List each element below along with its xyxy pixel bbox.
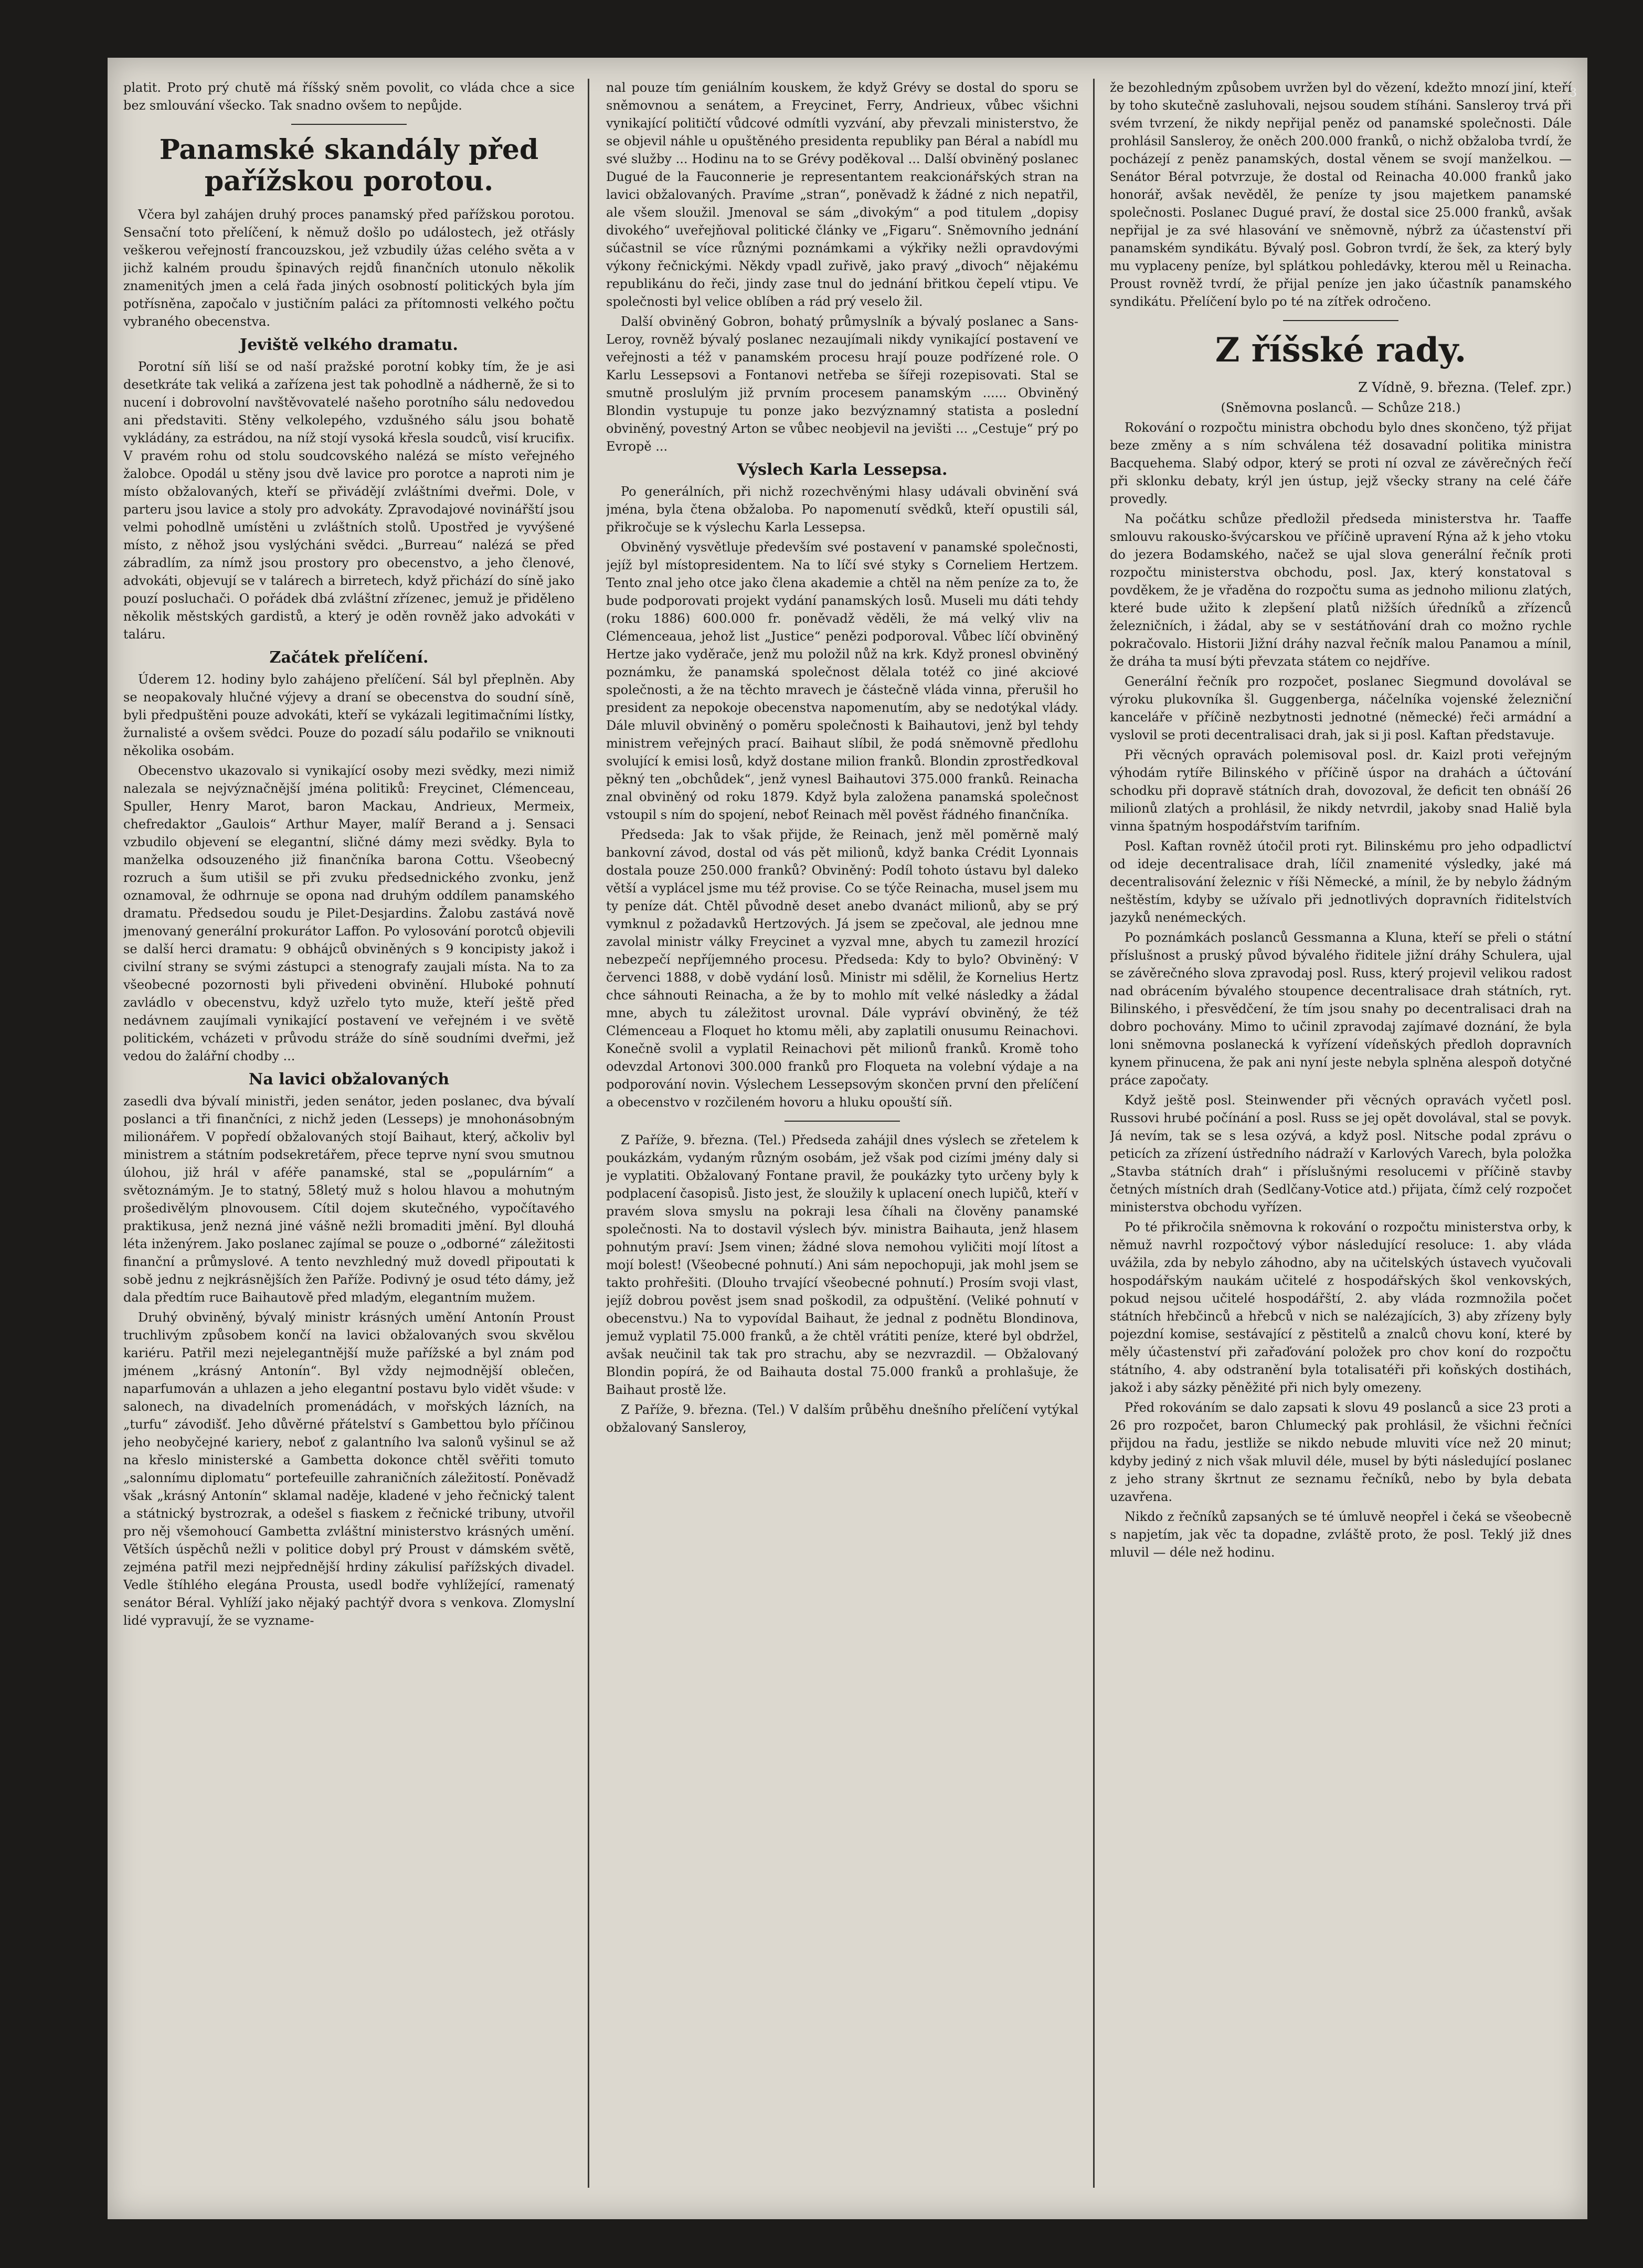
paragraph: Po generálních, při nichž rozechvěnými hlasy udávali obvinění svá jména, byla čtena obžaloba. Po napomenutí svědků, kteří opustili sál, přikročuje se k výslechu Karla Lessepsa. [606,484,1078,535]
paragraph: Další obviněný Gobron, bohatý průmyslník a bývalý poslanec a Sans-Leroy, rovněž bývalý poslanec nezaujímali nikdy vynikající postavení ve veřejnosti a též v panamském procesu hrají pouze podřízené role. O Karlu Lessepsovi a Fontanovi netřeba se šířeji rozepisovati. Stal se smutně proslulým již prvním procesem panamským ...... Obviněný Blondin vystupuje tu ponze jako bezvýznamný statista a poslední obviněný, povestný Arton se vůbec neobjevil na jevišti ... „Cestuje“ prý po Evropě ... [606,314,1078,454]
session-line: (Sněmovna poslanců. — Schůze 218.) [1221,400,1461,415]
paragraph: Porotní síň liší se od naší pražské porotní kobky tím, že je asi desetkráte tak veliká a zařízena jest tak pohodlně a nádherně, že si to nucení i dobrovolní navštěvovatelé našeho porotního sálu nedovedou ani představiti. Stěny velkolepého, vzdušného sálu jsou bohatě vykládány, za estrádou, na níž stojí vysoká křesla soudců, visí krucifix. V pravém rohu od stolu soudcovského nalézá se místo veřejného žalobce. Opodál u stěny jsou dvě lavice pro porotce a naproti nim je místo obžalovaných, kteří se přivádějí zvláštními dveřmi. Dole, v parteru jsou lavice a stoly pro advokáty. Zpravodajové novinářští jsou velmi pohodlně umístěni u zvláštních stolů. Upostřed je vyvýšené místo, z něhož jsou vyslýcháni svědci. „Burreau“ nalézá se před zábradlím, za nímž jsou prostory pro obecenstvo, a jeho členové, advokáti, objevují se v talárech a birretech, když přichází do síně jako pouzí posluchači. O pořádek dbá zvláštní zřízenec, jemuž je přiděleno několik městských gardistů, a který je oděn rovněž jako advokáti v taláru. [123,359,575,642]
col1-top-text: platit. Proto prý chutě má říšský sněm povolit, co vláda chce a sice bez smlouvání všecko. Tak snadno ovšem to nepůjde. [123,80,575,113]
column-2 [606,79,1078,2188]
paragraph: Nikdo z řečníků zapsaných se té úmluvě neopřel i čeká se všeobecně s napjetím, jak věc ta dopadne, zvláště proto, že posl. Teklý již dnes mluvil — déle než hodinu. [1110,1509,1572,1560]
paragraph: Z Paříže, 9. března. (Tel.) V dalším průběhu dnešního přelíčení vytýkal obžalovaný Sansleroy, [606,1402,1078,1435]
short-divider [291,124,407,125]
subheading: Výslech Karla Lessepsa. [737,461,948,479]
column-3 [1110,79,1572,2188]
subheading: Začátek přelíčení. [269,648,429,667]
paragraph: Po té přikročila sněmovna k rokování o rozpočtu ministerstva orby, k němuž navrhl rozpočtový výbor následující resoluce: 1. aby vláda uvážila, zda by nebylo záhodno, aby na učitelských ústavech vyučovali hospodářským naukám učitelé z hospodářských škol venkovských, pokud nejsou učitelé hospodářští, 2. aby vláda rozmnožila počet státních hřebčinců a hřebců v nich se nalézajících, 3) aby zřízeny byly pojezdní komise, sestávající z pěstitelů a znalců chovu koní, které by měly účastenství při zařaďování položek pro chov koní do rozpočtu státního, 4. aby odstranění byla totalisatéři při koňských dostihách, jakož i aby sázky pěněžité při nich byly omezeny. [1110,1220,1572,1395]
paragraph: Obecenstvo ukazovalo si vynikající osoby mezi svědky, mezi nimiž nalezala se nejvýznačnější jména politiků: Freycinet, Clémenceau, Spuller, Henry Marot, baron Mackau, Andrieux, Mermeix, chefredaktor „Gaulois“ Arthur Mayer, malíř Berand a j. Sensaci vzbudilo objevení se elegantní, sličné dámy mezi svědky. Byla to manželka odsouzeného již finančníka barona Cottu. Všeobecný rozruch a šum utišil se při zvuku předsednického zvonku, jenž oznamoval, že odhrnuje se opona nad druhým oddílem panamského dramatu. Předsedou soudu je Pilet-Desjardins. Žalobu zastává nově jmenovaný generální prokurátor Laffon. Po vylosování porotců objevili se další herci dramatu: 9 obhájců obviněných s 9 koncipisty jakož i civilní strany se svými zástupci a stenografy zaujali místa. Na to za všeobecné pozornosti byli přivedeni obvinění. Hluboké pohnutí zavládlo v obecenstvu, když uzřelo tyto muže, kteří ještě před nedávnem zaujímali vynikající postavení ve veřejném i ve světě politickém, vcházeti v průvodu stráže do síně soudními dveřmi, jež vedou do žalářní chodby ... [123,763,575,1063]
paragraph: Předseda: Jak to však přijde, že Reinach, jenž měl poměrně malý bankovní závod, dostal od vás pět milionů, když banka Crédit Lyonnais dostala pouze 250.000 franků? Obviněný: Podíl tohoto ústavu byl daleko větší a vyplácel jsme mu též provise. Co se týče Reinacha, musel jsem mu ty peníze dát. Chtěl původně deset anebo dvanáct milionů, aby se prý vymknul z požadavků Hertzových. Já jsem se zpečoval, ale jednou mne zavolal ministr války Freycinet a vyzval mne, abych tu zamezil hrozící nebezpečí nepříjemného procesu. Předseda: Kdy to bylo? Obviněný: V červenci 1888, v době vydání losů. Ministr mi sdělil, že Kornelius Hertz chce sáhnouti Reinacha, a že by to mohlo mít velké následky a žádal mne, abych tu záležitost urovnal. Dále vypráví obviněný, že též Clémenceau a Floquet ho ktomu měli, aby zaplatili onusumu Reinachovi. Konečně svolil a vyplatil Reinachovi pět milionů franků. Kromě toho odevzdal Artonovi 300.000 franků pro Floqueta na volební výdaje a na podporování novin. Výslechem Lessepsovým skončen první den přelíčení a obecenstvo v rozčileném hovoru a hluku opouští síň. [606,827,1078,1110]
subheading: Na lavici obžalovaných [248,1070,450,1089]
column-divider-1 [588,79,589,2188]
subheading: Jeviště velkého dramatu. [240,336,458,354]
paragraph: Před rokováním se dalo zapsati k slovu 49 poslanců a sice 23 proti a 26 pro rozpočet, baron Chlumecký pak prohlásil, že všichni řečníci přijdou na řadu, jestliže se nikdo nebude mluviti více než 20 minut; kdyby jediný z nich však mluvil déle, musel by býti následující poslanec z jeho strany škrtnut ze seznamu řečníků, nebo by byla debata uzavřena. [1110,1400,1572,1504]
dateline: Z Vídně, 9. března. (Telef. zpr.) [1358,380,1572,396]
paragraph: Když ještě posl. Steinwender při věcných opravách vyčetl posl. Russovi hrubé počínání a posl. Russ se jej opět dovolával, stal se povyk. Já nevím, tak se s lesa ozývá, a když posl. Nitsche podal zprávu o peticích za zřízení ústředního nádraží v Karlových Varech, byla položka „Stavba státních drah“ i příslušnými resolucemi v příčině stavby četných místních drah (Sedlčany-Votice atd.) přijata, čímž celý rozpočet ministerstva obchodu vyřízen. [1110,1093,1572,1215]
headline-rada: Z říšské rady. [1215,331,1467,370]
paragraph: Na počátku schůze předložil předseda ministerstva hr. Taaffe smlouvu rakousko-švýcarskou ve příčině upravení Rýna až k jeho vtoku do jezera Bodamského, načež se ujal slova generální řečník proti rozpočtu ministerstva obchodu, posl. Jax, který konstatoval s povděkem, že je vřaděna do rozpočtu suma as jednoho milionu zlatých, které bude užito k zlepšení platů nižších úředníků a zřízenců železničních, i žádal, aby se v sestátňování drah co možno rychle pokračovalo. Historii Jižní dráhy nazval řečník malou Panamou a mínil, že dráha ta musí býti převzata státem co nejdříve. [1110,512,1572,669]
paragraph: Generální řečník pro rozpočet, poslanec Siegmund dovolával se výroku plukovníka šl. Guggenberga, náčelníka vojenské železniční kanceláře v příčině nezbytnosti jednotné (německé) řeči armádní a vyslovil se proti decentralisaci drah, jak si ji posl. Kaftan představuje. [1110,674,1572,742]
paragraph: Úderem 12. hodiny bylo zahájeno přelíčení. Sál byl přeplněn. Aby se neopakovaly hlučné výjevy a draní se obecenstva do soudní síně, byli předpuštěni pouze advokáti, kteří se vykázali legitimačními lístky, žurnalisté a ovšem svědci. Pouze do pozadí sálu podařilo se vniknouti několika osobám. [123,672,575,758]
paragraph: Rokování o rozpočtu ministra obchodu bylo dnes skončeno, týž přijat beze změny a s ním schválena též dosavadní politika ministra Bacquehema. Slabý odpor, který se proti ní ozval ze závěrečných řečí při sklonku debaty, krýl jen ústup, jejž všecky strany na celé čáře provedly. [1110,420,1572,506]
paragraph: Z Paříže, 9. března. (Tel.) Předseda zahájil dnes výslech se zřetelem k poukázkám, vydaným různým osobám, jež však pod cizími jmény daly si je vyplatiti. Obžalovaný Fontane pravil, že poukázky tyto určeny byly k podplacení časopisů. Jisto jest, že sloužily k uplacení onech lupičů, kteří v pravém slova smyslu na pokraji lesa číhali na člověny panamské společnosti. Na to dostavil výslech býv. ministra Baihauta, jenž hlasem pohnutým praví: Jsem vinen; žádné slova nemohou vyličiti mojí lítost a mojí bolest! (Všeobecné pohnutí.) Ani sám nepochopuji, jak mohl jsem se takto prohřešiti. (Dlouho trvající všeobecné pohnutí.) Prosím svoji vlast, jejíž dobrou pověst jsem snad poškodil, za odpuštění. (Veliké pohnutí v obecenstvu.) Na to vypovídal Baihaut, že jednal z podnětu Blondinova, jemuž vyplatil 75.000 franků, a že chtěl vrátiti peníze, které byl obdržel, avšak neučinil tak tak pro strachu, aby se nezvrazdil. — Obžalovaný Blondin popírá, že od Baihauta dostal 75.000 franků a prohlašuje, že Baihaut prostě lže. [606,1133,1078,1397]
paragraph: Při věcných opravách polemisoval posl. dr. Kaizl proti veřejným výhodám rytíře Bilinského v příčině úspor na drahách a účtování schodku při dopravě státních drah, dovozoval, že deficit ten obnáší 26 milionů zlatých a prohlásil, že nikdy netvrdil, jakoby snad Haliě byla vinna špatným hospodářstvím tarifním. [1110,748,1572,834]
paragraph: Druhý obviněný, bývalý ministr krásných umění Antonín Proust truchlivým způsobem končí na lavici obžalovaných svou skvělou kariéru. Patřil mezi nejelegantnější muže pařížské a byl znám pod jménem „krásný Antonín“. Byl vždy nejmodnější oblečen, naparfumován a uhlazen a jeho elegantní postavu bylo vidět všude: v salonech, na divadelních promenádách, v mořských lázních, na „turfu“ závodišť. Jeho důvěrné přátelství s Gambettou bylo příčinou jeho neobyčejné kariery, neboť z galantního lva salonů vyšinul se až na křeslo ministerské a Gambetta dokonce chtěl svěřiti tomuto „salonnímu diplomatu“ portefeuille zahraničních záležitostí. Poněvadž však „krásný Antonín“ sklamal naděje, kladené v jeho řečnický talent a státnický bystrozrak, a odešel s fiaskem z řečnické tribuny, utvořil pro něj všemohoucí Gambetta zvláštní ministerstvo krásných umění. Větších úspěchů nežli v politice dobyl prý Proust v dámském světě, zejména patřil mezi nejpřednější hrdiny zákulisí pařížských divadel. Vedle štíhlého elegána Prousta, usedl bodře vyhlížející, ramenatý senátor Béral. Vyhlíží jako nějaký pachtýř dvora s venkova. Zlomyslní lidé vypravují, že se vyzname- [123,1310,575,1628]
short-divider [785,1121,900,1122]
page-corner-mark: 3 [1570,87,1577,100]
column-1 [123,79,575,2188]
paragraph: Včera byl zahájen druhý proces panamský před pařížskou porotou. Sensační toto přelíčení, k němuž došlo po událostech, jež otřásly veškerou veřejností francouzskou, jež vzbudily úžas celého světa a v jichž kalném proudu špinavých rejdů finančních utonulo několik znamenitých jmen a celá řada jiných osobností politických byla jím potřísněna, započalo v justičním paláci za přítomnosti velkého počtu vybraného obecenstva. [123,207,575,329]
paragraph: Posl. Kaftan rovněž útočil proti ryt. Bilinskému pro jeho odpadlictví od ideje decentralisace drah, líčil znamenité výsledky, jaké má decentralisování železnic v říši Německé, a mínil, že by nebylo žádným neštěstím, kdyby se užívalo při jednotlivých dopravních řiditelstvích jazyků nenémeckých. [1110,839,1572,925]
paragraph: že bezohledným způsobem uvržen byl do vězení, kdežto mnozí jiní, kteří by toho skutečně zasluhovali, nejsou soudem stíháni. Sansleroy trvá při svém tvrzení, že nikdy nepřijal peněz od panamské společnosti. Dále prohlásil Sansleroy, že oněch 200.000 franků, o nichž obžaloba tvrdí, že pocházejí z peněz panamských, dostal věnem se svojí manželkou. — Senátor Béral potvrzuje, že dostal od Reinacha 40.000 franků jako honorář, avšak nevěděl, že peníze ty jsou majetkem panamské společnosti. Poslanec Dugué praví, že dostal sice 25.000 franků, avšak nepřijal je za své hlasování ve sněmovně, nýbrž za účastenství při panamském syndikátu. Bývalý posl. Gobron tvrdí, že šek, za který byly mu vyplaceny peníze, byl splátkou pohledávky, kterou měl u Reinacha. Proust rovněž tvrdí, že přijal peníze jen jako účastník panamského syndikátu. Přelíčení bylo po té na zítřek odročeno. [1110,80,1572,309]
paragraph: zasedli dva bývalí ministři, jeden senátor, jeden poslanec, dva bývalí poslanci a tři finančníci, z nichž jeden (Lesseps) je mnohonásobným milionářem. V popředí obžalovaných stojí Baihaut, který, ačkoliv byl ministrem a státním podsekretářem, přece teprve nyní svou smutnou úlohou, již hrál v aféře panamské, stal se „populárním“ a světoznámým. Je to statný, 58letý muž s holou hlavou a mohutným prošedivělým plnovousem. Cítil dojem skutečného, vypočítavého praktikusa, jenž nezná jiné vášně nežli bromaditi jmění. Byl dlouhá léta inženýrem. Jako poslanec zajímal se pouze o „odborné“ záležitosti finanční a průmyslové. A tento nevzhledný muž dovedl připoutati k sobě jednu z nejkrásnějších žen Paříže. Podivný je osud této dámy, jež dala předtím ruce Baihautově před mladým, elegantním mužem. [123,1094,575,1305]
newspaper-page [108,58,1587,2219]
paragraph: Obviněný vysvětluje především své postavení v panamské společnosti, jejíž byl místopresidentem. Na to líčí své styky s Corneliem Hertzem. Tento znal jeho otce jako člena akademie a chtěl na něm peníze za to, že bude podporovati projekt vydání panamských losů. Museli mu dáti tehdy (roku 1886) 600.000 fr. poněvadž věděli, že má velký vliv na Clémenceaua, jehož list „Justice“ penězi podporoval. Vůbec líčí obviněný Hertze jako vyděrače, jenž mu položil nůž na krk. Když pronesl obviněný poznámku, že panamská společnost dělala totéž co jiné akciové společnosti, a že na těchto mravech je částečně vláda vinna, přerušil ho president za nepokoje obecenstva napomenutím, aby se nedotýkal vlády. Dále mluvil obviněný o poměru společnosti k Baihautovi, jenž byl tehdy ministrem veřejných prací. Baihaut slíbil, že podá sněmovně předlohu svolující k emisi losů, když dostane milion franků. Blondin zprostředkoval pěkný ten „obchůdek“, jenž vynesl Baihautovi 375.000 franků. Reinacha znal obviněný od roku 1879. Když byla založena panamská společnost vstoupil s ním do spojení, neboť Reinach měl pověst řádného finančníka. [606,540,1078,822]
paragraph: nal pouze tím geniálním kouskem, že když Grévy se dostal do sporu se sněmovnou a senátem, a Freycinet, Ferry, Andrieux, vůbec všichni vynikající političtí vůdcové odmítli vyzvání, aby převzali ministerstvo, že se objevil náhle u opuštěného presidenta republiky pan Béral a nabídl mu své služby ... Hodinu na to se Grévy poděkoval ... Další obviněný poslanec Dugué de la Fauconnerie je representantem reakcionářských stran na lavici obžalovaných. Pravíme „stran“, poněvadž k žádné z nich nepatřil, ale všem sloužil. Jmenoval se sám „divokým“ a pod titulem „dopisy divokého“ uveřejňoval politické články ve „Figaru“. Sněmovního jednání súčastnil se více různými poznámkami a výkřiky nežli opravdovými výkony řečnickými. Někdy vpadl zuřivě, jako pravý „divoch“ nějakému republikánu do řeči, jindy zase tnul do jednání břitkou čepelí vtipu. Ve společnosti byl velice oblíben a rád prý veselo žil. [606,80,1078,309]
headline-panama: Panamské skandály před pařížskou porotou. [159,134,539,197]
short-divider [1283,320,1398,321]
column-divider-2 [1093,79,1095,2188]
paragraph: Po poznámkách poslanců Gessmanna a Kluna, kteří se přeli o státní příslušnost a pruský původ bývalého řiditele jižní dráhy Schulera, ujal se závěrečného slova zpravodaj posl. Russ, který projevil velikou radost nad obrácením bývalého stoupence decentralisace drah státních, ryt. Bilinského, i přesvědčení, že tím jsou snahy po decentralisaci drah na dobro pochovány. Mimo to učinil zpravodaj zajímavé doznání, že byla loni sněmovna poslanecká k vyřízení vídeňských předloh dopravních kynem přinucena, že pak ani nyní jeste nebyla splněna alespoň dotyčné práce započaty. [1110,930,1572,1088]
